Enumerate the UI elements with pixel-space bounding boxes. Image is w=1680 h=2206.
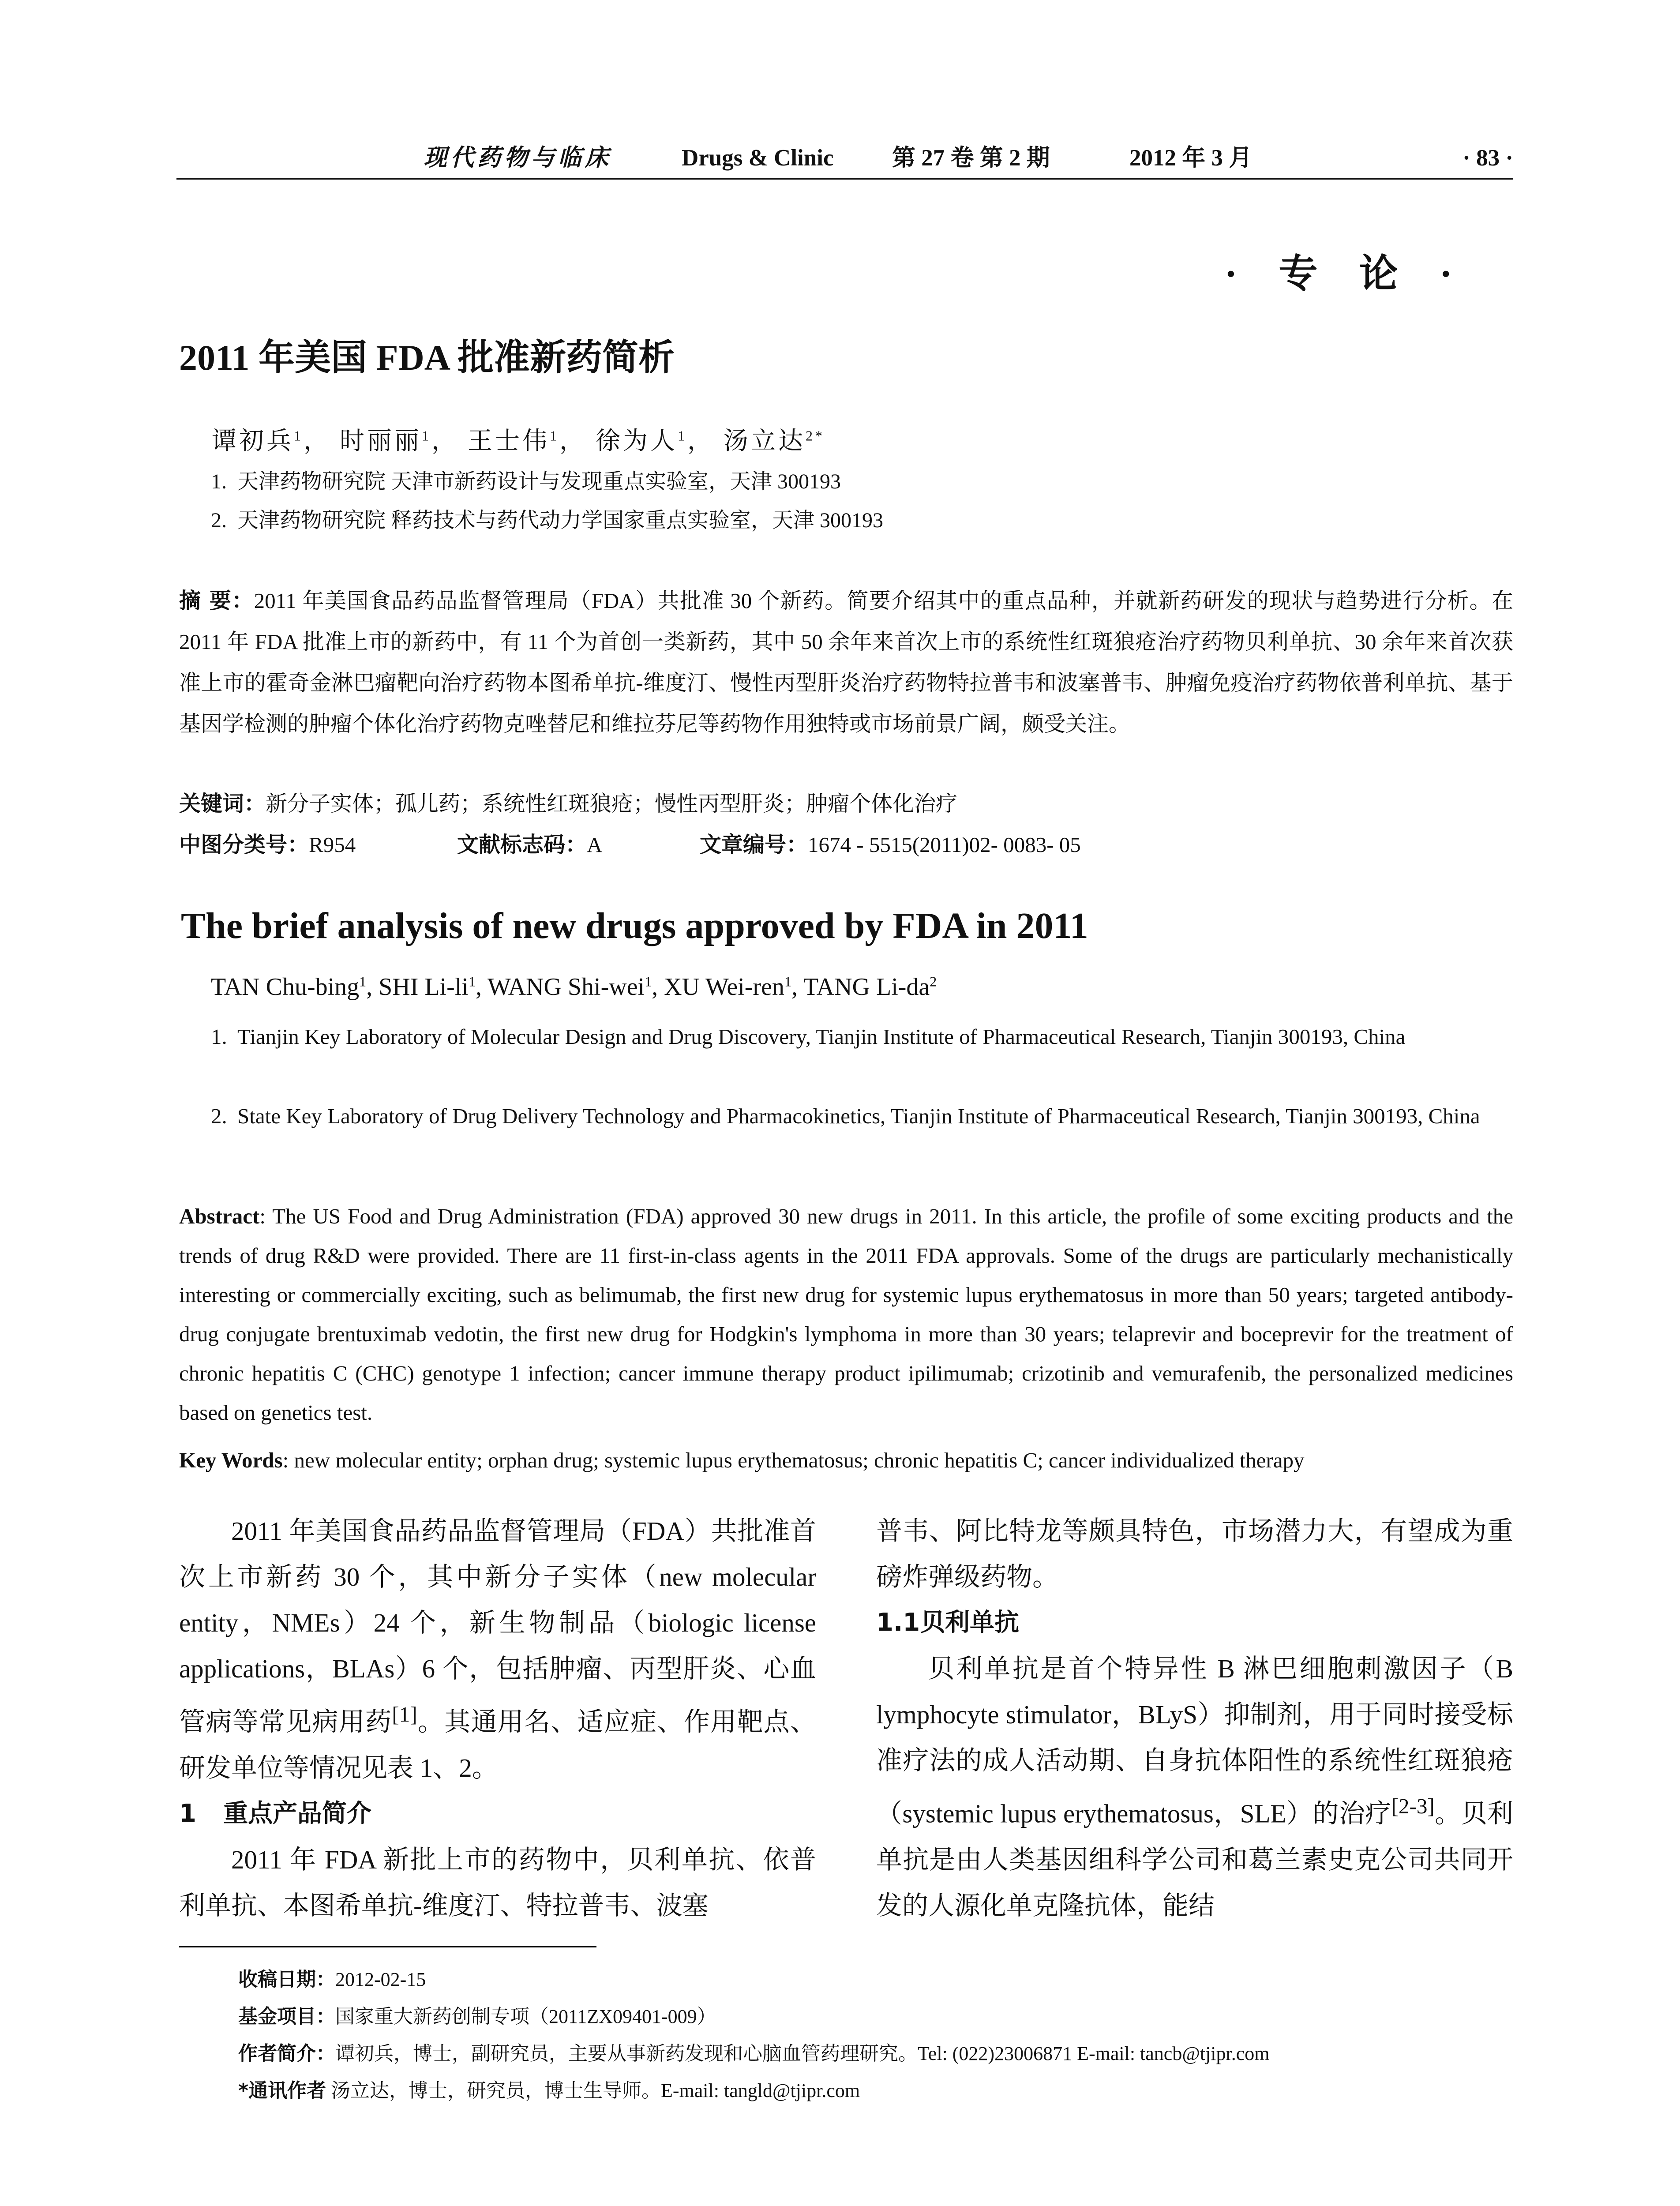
clc-value: R954 (309, 833, 356, 857)
affiliation-number: 2. (211, 509, 227, 532)
title-en: The brief analysis of new drugs approved by FDA in 2011 (181, 905, 1088, 946)
abstract-en-text: : The US Food and Drug Administration (FDA) approved 30 new drugs in 2011. In this article, the profile of some exciting products and the trends of drug R&D were provided. There are 11 first-in-class agents in the 2011 FDA approvals. Some of the drugs are particularly mechanistically interesting or commercially exciting, such as belimumab, the first new drug for systemic lupus erythematosus in more than 50 years; targeted antibody-drug conjugate brentuximab vedotin, the first new drug for Hodgkin's lymphoma in more than 30 years; telaprevir and boceprevir for the treatment of chronic hepatitis C (CHC) genotype 1 infection; cancer immune therapy product ipilimumab; crizotinib and vemurafenib, the personalized medicines based on genetics test. (179, 1204, 1513, 1425)
header-rule (176, 178, 1513, 180)
body-column-right (876, 1508, 1513, 1928)
body-paragraph (876, 1646, 1513, 1928)
author-name: TAN Chu-bing (211, 973, 360, 1001)
footnote-label: 基金项目： (238, 2005, 335, 2028)
author-affil-mark: 2* (806, 428, 825, 444)
body-paragraph: 普韦、阿比特龙等颇具特色，市场潜力大，有望成为重磅炸弹级药物。 (876, 1516, 1513, 1591)
keywords-cn-text: 新分子实体；孤儿药；系统性红斑狼疮；慢性丙型肝炎；肿瘤个体化治疗 (266, 792, 958, 816)
footnote-received (238, 1961, 1518, 1998)
journal-name-en: Drugs & Clinic (682, 145, 834, 171)
affiliation-en (211, 1017, 1513, 1056)
keywords-cn-label: 关键词： (179, 791, 266, 816)
author-name: 时丽丽 (340, 428, 422, 455)
clc-label: 中图分类号： (179, 832, 309, 857)
footnote-text: 汤立达，博士，研究员，博士生导师。E-mail: tangld@tjipr.com (326, 2080, 860, 2101)
author-affil-mark: 1 (550, 428, 559, 444)
paragraph-text: 贝利单抗是首个特异性 B 淋巴细胞刺激因子（B lymphocyte stimulator，BLyS）抑制剂，用于同时接受标准疗法的成人活动期、自身抗体阳性的系统性红斑狼疮（systemic lupus erythematosus，SLE）的治疗 (876, 1654, 1513, 1828)
article-number-label: 文章编号： (700, 832, 808, 857)
author-affil-mark: 1 (422, 428, 431, 444)
affiliation-text: 天津药物研究院 释药技术与药代动力学国家重点实验室，天津 300193 (237, 509, 884, 532)
footnote-corresponding (238, 2072, 1518, 2109)
author-affil-mark: 1 (359, 973, 367, 990)
keywords-cn (179, 783, 957, 824)
author-affil-mark: 1 (294, 428, 304, 444)
author-name: 王士伟 (468, 428, 550, 455)
author-name: WANG Shi-wei (487, 973, 645, 1001)
footnote-rule (179, 1946, 596, 1947)
footnote-author-bio (238, 2035, 1518, 2072)
footnote-text: 2012-02-15 (335, 1969, 426, 1990)
footnote-label: *通讯作者 (238, 2079, 326, 2102)
citation-ref[interactable]: [2-3] (1391, 1794, 1435, 1818)
journal-name-cn: 现代药物与临床 (424, 145, 612, 171)
running-header (176, 140, 1513, 176)
section-number: 1 (179, 1799, 196, 1828)
citation-ref[interactable]: [1] (392, 1702, 417, 1726)
doc-code-value: A (587, 833, 603, 857)
author-affil-mark: 1 (468, 973, 476, 990)
abstract-cn (179, 580, 1513, 744)
volume-issue: 第 27 卷 第 2 期 (892, 145, 1050, 171)
affiliation-number: 2. (211, 1104, 227, 1128)
body-paragraph (179, 1508, 816, 1791)
footnote-funding (238, 1998, 1518, 2035)
title-cn: 2011 年美国 FDA 批准新药简析 (179, 338, 675, 378)
abstract-cn-label: 摘 要： (179, 588, 254, 613)
paragraph-text: 。贝利单抗是由人类基因组科学公司和葛兰素史克公司共同开发的人源化单克隆抗体，能结 (876, 1799, 1513, 1920)
issue-date: 2012 年 3 月 (1129, 145, 1252, 171)
footnote-label: 作者简介： (238, 2042, 335, 2065)
keywords-en-label: Key Words (179, 1448, 283, 1472)
body-column-left (179, 1508, 816, 1928)
author-name: TANG Li-da (803, 973, 930, 1001)
footnote-label: 收稿日期： (238, 1968, 335, 1991)
author-name: SHI Li-li (379, 973, 469, 1001)
author-affil-mark: 1 (784, 973, 791, 990)
paragraph-text: 。其通用名、适应症、作用靶点、研发单位等情况见表 1、2。 (179, 1707, 816, 1782)
authors-en: TAN Chu-bing$^1$, SHI $Li-li^1$, WANG Shi-wei$^1$, XU Wei-ren$^1$, TANG $Li-da^2$ (211, 973, 937, 1001)
abstract-cn-text: 2011 年美国食品药品监督管理局（FDA）共批准 30 个新药。简要介绍其中的重点品种，并就新药研发的现状与趋势进行分析。在 2011 年 FDA 批准上市的新药中，有 11 个为首创一类新药，其中 50 余年来首次上市的系统性红斑狼疮治疗药物贝利单抗、30 余年来首次获准上市的霍奇金淋巴瘤靶向治疗药物本图希单抗-维度汀、慢性丙型肝炎治疗药物特拉普韦和波塞普韦、肿瘤免疫治疗药物依普利单抗、基于基因学检测的肿瘤个体化治疗药物克唑替尼和维拉芬尼等药物作用独特或市场前景广阔，颇受关注。 (179, 589, 1513, 736)
section-number: 1.1 (876, 1608, 920, 1637)
author-name: XU Wei-ren (664, 973, 784, 1001)
subsection-heading (876, 1600, 1513, 1646)
author-affil-mark: 1 (645, 973, 652, 990)
section-heading (179, 1791, 816, 1837)
section-title: 重点产品简介 (223, 1799, 371, 1828)
keywords-en-text: : new molecular entity; orphan drug; systemic lupus erythematosus; chronic hepatitis C; cancer individualized therapy (282, 1448, 1305, 1472)
author-name: 汤立达 (724, 428, 806, 455)
affiliation-text: State Key Laboratory of Drug Delivery Technology and Pharmacokinetics, Tianjin Institute of Pharmaceutical Research, Tianjin 300193, China (237, 1104, 1480, 1128)
affiliation-cn (211, 502, 883, 539)
keywords-en (179, 1441, 1513, 1480)
abstract-en-label: Abstract (179, 1204, 260, 1228)
section-tag: · 专 论 · (1224, 253, 1468, 296)
abstract-en (179, 1197, 1513, 1432)
affiliation-text: 天津药物研究院 天津市新药设计与发现重点实验室，天津 300193 (237, 470, 841, 493)
body-paragraph: 2011 年 FDA 新批上市的药物中，贝利单抗、依普利单抗、本图希单抗-维度汀、特拉普韦、波塞 (179, 1845, 816, 1920)
affiliation-number: 1. (211, 470, 227, 493)
footnote-text: 谭初兵，博士，副研究员，主要从事新药发现和心脑血管药理研究。Tel: (022)23006871 E-mail: tancb@tjipr.com (335, 2043, 1270, 2064)
page-number: · 83 · (1462, 145, 1513, 171)
affiliation-number: 1. (211, 1024, 227, 1049)
footnote-text: 国家重大新药创制专项（2011ZX09401-009） (335, 2006, 716, 2027)
doc-code-label: 文献标志码： (457, 832, 587, 857)
footnotes (238, 1961, 1518, 2109)
author-affil-mark: 2 (930, 973, 937, 990)
author-name: 徐为人 (596, 428, 678, 455)
section-title: 贝利单抗 (920, 1608, 1019, 1637)
affiliation-cn (211, 463, 841, 500)
author-affil-mark: 1 (678, 428, 687, 444)
author-name: 谭初兵 (212, 428, 294, 455)
affiliation-text: Tianjin Key Laboratory of Molecular Design and Drug Discovery, Tianjin Institute of Pharmaceutical Research, Tianjin 300193, China (237, 1024, 1406, 1049)
authors-cn: 谭初兵$^1$， 时丽丽$^1$， 王士伟$^1$， 徐为人$^1$， 汤立达$^{2*}$ (212, 428, 825, 455)
article-number-value: 1674 - 5515(2011)02- 0083- 05 (808, 833, 1081, 857)
paragraph-text: 2011 年美国食品药品监督管理局（FDA）共批准首次上市新药 30 个，其中新分子实体（new molecular entity，NMEs）24 个，新生物制品（biologic license applications，BLAs）6 个，包括肿瘤、丙型肝炎、心血管病等常见病用药 (179, 1516, 816, 1737)
affiliation-en (211, 1096, 1513, 1136)
